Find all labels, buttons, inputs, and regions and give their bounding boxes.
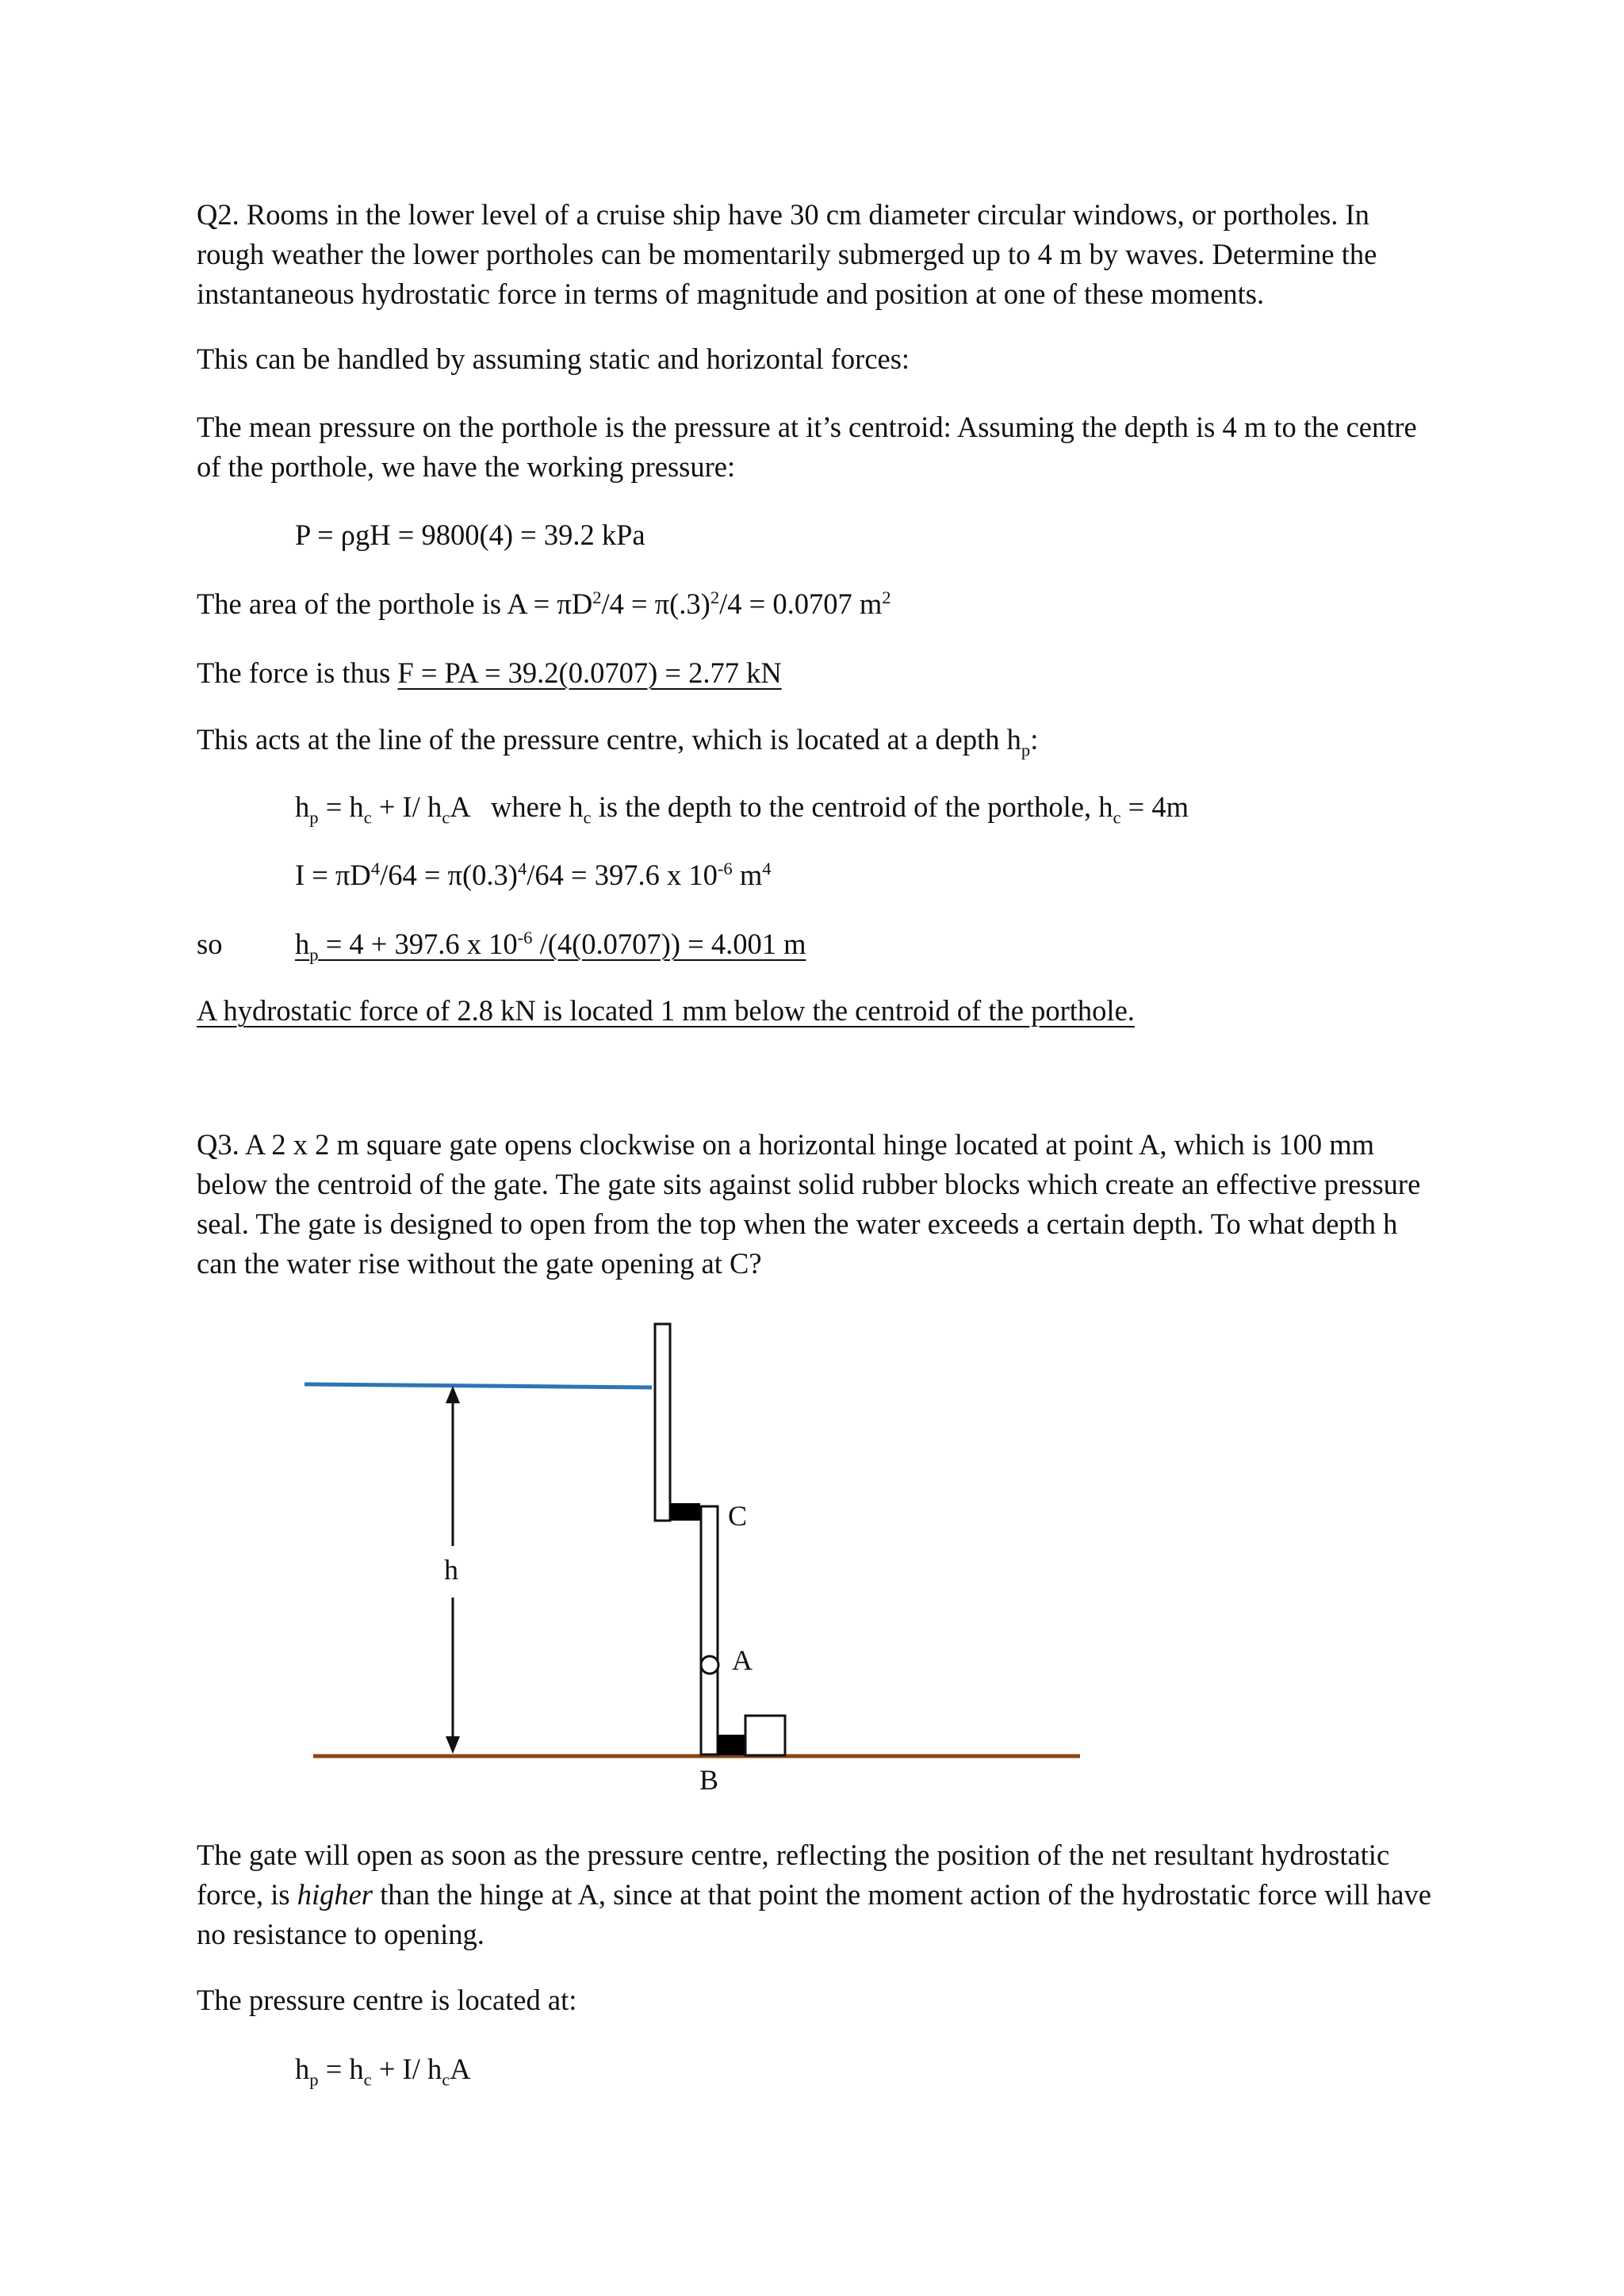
upper-rubber-block bbox=[670, 1503, 700, 1521]
arrow-down-icon bbox=[446, 1736, 460, 1754]
hp-formula-line: $h_p = h_c + I/$ $h_cA$ where $h_c$ is the depth to the centroid of the porthole, $h_c = 4m$ bbox=[295, 790, 1189, 828]
q2-assumption: This can be handled by assuming static and horizontal forces: bbox=[197, 342, 910, 375]
q3-question: Q3. A 2 x 2 m square gate opens clockwise on a horizontal hinge located at point A, which is 100 mm below the centroid of the gate. The gate sits against solid rubber blocks which create an effective pressure seal. The gate is designed to open from the top when the water exceeds a certain depth. To what depth h can the water rise without the gate opening at C? bbox=[197, 1128, 1421, 1280]
q2-question: Q2. Rooms in the lower level of a cruise ship have 30 cm diameter circular windows, or portholes. In rough weather the lower portholes can be momentarily submerged up to 4 m by waves. Determine the instantaneous hydrostatic force in terms of magnitude and position at one of these moments. bbox=[197, 198, 1377, 310]
label-h: h bbox=[444, 1554, 458, 1586]
lower-support-block bbox=[745, 1716, 785, 1755]
acts-line: This acts at the line of the pressure centre, which is located at a depth $h_p$: bbox=[197, 723, 1039, 760]
q3-hp-formula: $h_p = h_c + I/$ $h_cA$ bbox=[295, 2053, 471, 2090]
q3-explanation: The gate will open as soon as the pressure centre, reflecting the position of the net resultant hydrostatic force, is higher than the hinge at A, since at that point the moment action of the hydrostatic force will have no resistance to opening. bbox=[197, 1839, 1431, 1950]
water-surface-line bbox=[304, 1384, 652, 1387]
arrow-up-icon bbox=[446, 1386, 460, 1403]
q2-conclusion: A hydrostatic force of 2.8 kN is located 1 mm below the centroid of the porthole. bbox=[197, 994, 1135, 1027]
area-equation: The area of the porthole is $A = \pi D^2/4 = \pi(.3)^2/4 = 0.0707$ $m^2$ bbox=[197, 587, 891, 620]
gate bbox=[701, 1506, 718, 1755]
lower-rubber-block bbox=[718, 1735, 745, 1755]
force-line: The force is thus F = PA = 39.2(0.0707) = 2.77 kN bbox=[197, 656, 782, 689]
hinge-a bbox=[701, 1656, 718, 1674]
q3-pressure-centre: The pressure centre is located at: bbox=[197, 1984, 577, 2016]
hp-calculation: $h_p = 4 + 397.6$ x $10^{-6}$ /(4(0.0707)) = 4.001 m bbox=[295, 927, 806, 965]
q2-mean-pressure: The mean pressure on the porthole is the pressure at it’s centroid: Assuming the depth is 4 m to the centre of the porthole, we have the working pressure: bbox=[197, 411, 1417, 483]
label-a: A bbox=[732, 1644, 753, 1676]
pressure-equation: P = ρgH = 9800(4) = 39.2 kPa bbox=[295, 519, 645, 551]
force-equation: F = PA = 39.2(0.0707) = 2.77 kN bbox=[397, 656, 782, 689]
upper-wall bbox=[655, 1324, 670, 1521]
inertia-equation: $I = \pi D^4/64 = \pi(0.3)^4/64 = 397.6$ x $10^{-6}$ $m^4$ bbox=[295, 858, 772, 891]
label-c: C bbox=[728, 1500, 748, 1532]
label-b: B bbox=[699, 1764, 719, 1796]
so-label: so bbox=[197, 928, 223, 960]
